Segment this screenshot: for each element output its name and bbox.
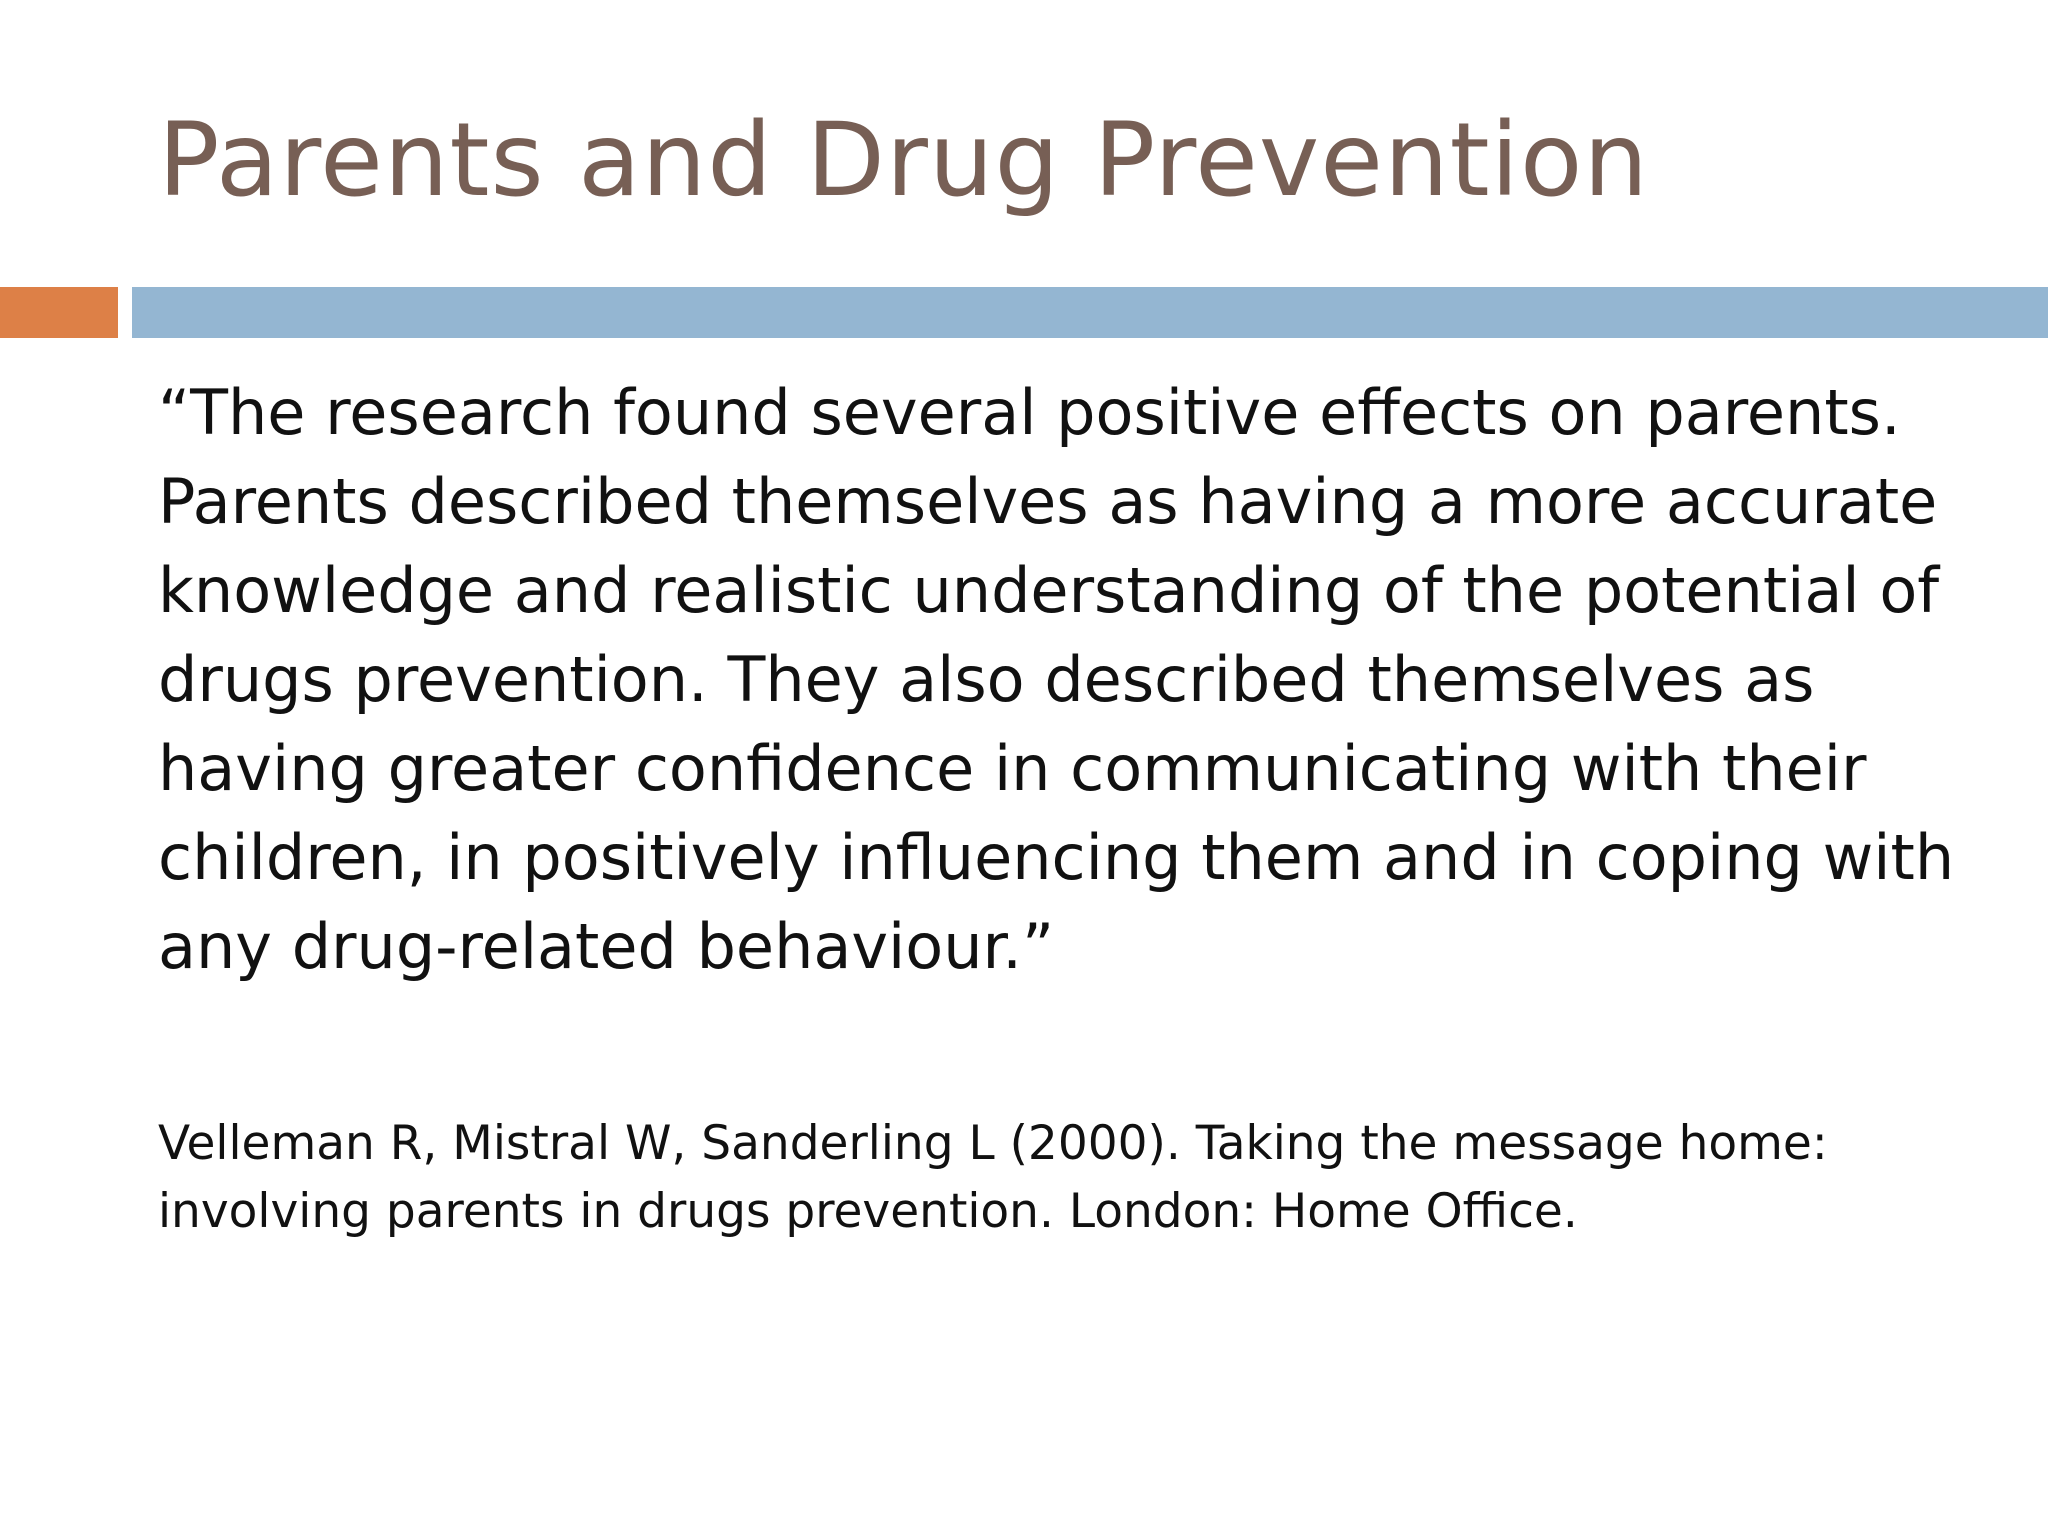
- slide-title: Parents and Drug Prevention: [158, 101, 1650, 220]
- quote-text: “The research found several positive effects on parents. Parents described themselves as having a more accurate knowledge and realistic understanding of the potential of drugs prevention. They also described themselves as having greater confidence in communicating with their children, in positively influencing them and in coping with any drug-related behaviour.”: [158, 376, 1955, 983]
- accent-bar: [0, 287, 118, 338]
- title-divider-bar: [132, 287, 2048, 338]
- citation-text: Velleman R, Mistral W, Sanderling L (2000). Taking the message home: involving parents in drugs prevention. London: Home Office.: [158, 1116, 1828, 1239]
